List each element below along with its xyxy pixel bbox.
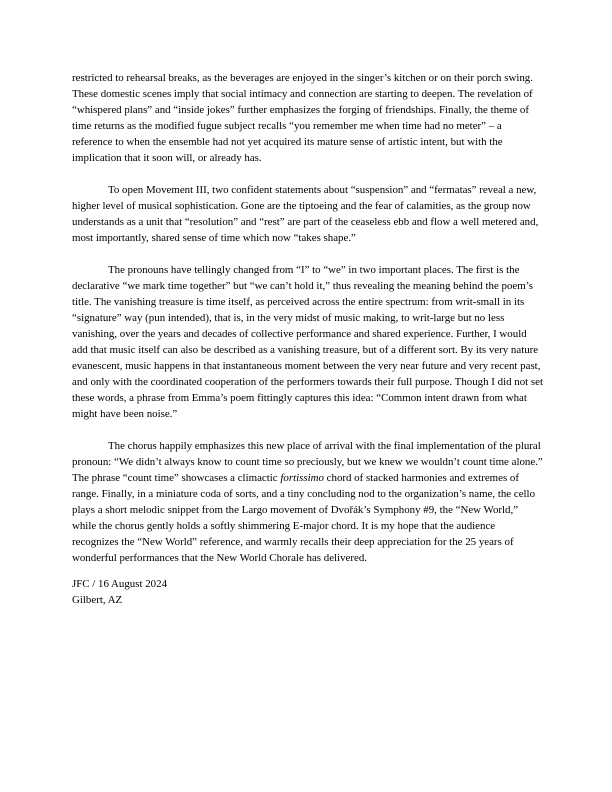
italic-term: fortissimo xyxy=(280,472,324,484)
paragraph-continuation xyxy=(72,70,544,166)
signature-location-line: Gilbert, AZ xyxy=(72,594,123,606)
paragraph-text-segment: restricted to rehearsal breaks, as the beverages are enjoyed in the singer’s kitchen or on their porch swing. These domestic scenes imply that social intimacy and connection are starting to deepen. The revelation of “whispered plans” and “inside jokes” further emphasizes the forging of friendships. Finally, the theme of time returns as the modified fugue subject recalls “you remember me when time had no meter” – a reference to when the ensemble had not yet acquired its mature sense of artistic intent, but with the implication that it soon will, or already has. xyxy=(72,72,533,164)
paragraph-text-segment: The chorus happily emphasizes this new place of arrival with the final implementation of the plural pronoun: “We didn’t always know to count time so preciously, but we knew we wouldn’t count time alone.” The phrase “count time” showcases a climactic xyxy=(72,440,543,484)
paragraph-text-segment: To open Movement III, two confident statements about “suspension” and “fermatas” reveal a new, higher level of musical sophistication. Gone are the tiptoeing and the fear of calamities, as the group now understands as a unit that “resolution” and “rest” are part of the ceaseless ebb and flow a well metered and, most importantly, shared sense of time which now “takes shape.” xyxy=(72,184,539,244)
paragraph-chorus-arrival xyxy=(72,438,544,566)
paragraph-text-segment: The pronouns have tellingly changed from “I” to “we” in two important places. The first is the declarative “we mark time together” but “we can’t hold it,” thus revealing the meaning behind the poem’s title. The vanishing treasure is time itself, as perceived across the entire spectrum: from writ-small in its “signature” way (pun intended), that is, in the very midst of music making, to writ-large but no less vanishing, over the years and decades of collective performance and shared experience. Further, I would add that music itself can also be described as a vanishing treasure, but of a different sort. By its very nature evanescent, music happens in that instantaneous moment between the very near future and very recent past, and only with the coordinated cooperation of the performers towards their full purpose. Though I did not set these words, a phrase from Emma’s poem fittingly captures this idea: “Common intent drawn from what might have been noise.” xyxy=(72,264,544,420)
paragraph-text-segment: chord of stacked harmonies and extremes of range. Finally, in a miniature coda of sorts, and a tiny concluding nod to the organization’s name, the cello plays a short melodic snippet from the Largo movement of Dvořák’s Symphony #9, the “New World,” while the chorus gently holds a softly shimmering E-major chord. It is my hope that the audience recognizes the “New World” reference, and warmly recalls their deep appreciation for the 25 years of wonderful performances that the New World Chorale has delivered. xyxy=(72,472,536,564)
paragraph-pronouns xyxy=(72,262,544,422)
signature-block xyxy=(72,576,372,608)
signature-date-line: JFC / 16 August 2024 xyxy=(72,578,168,590)
document-body xyxy=(72,70,544,582)
paragraph-movement-three xyxy=(72,182,544,246)
